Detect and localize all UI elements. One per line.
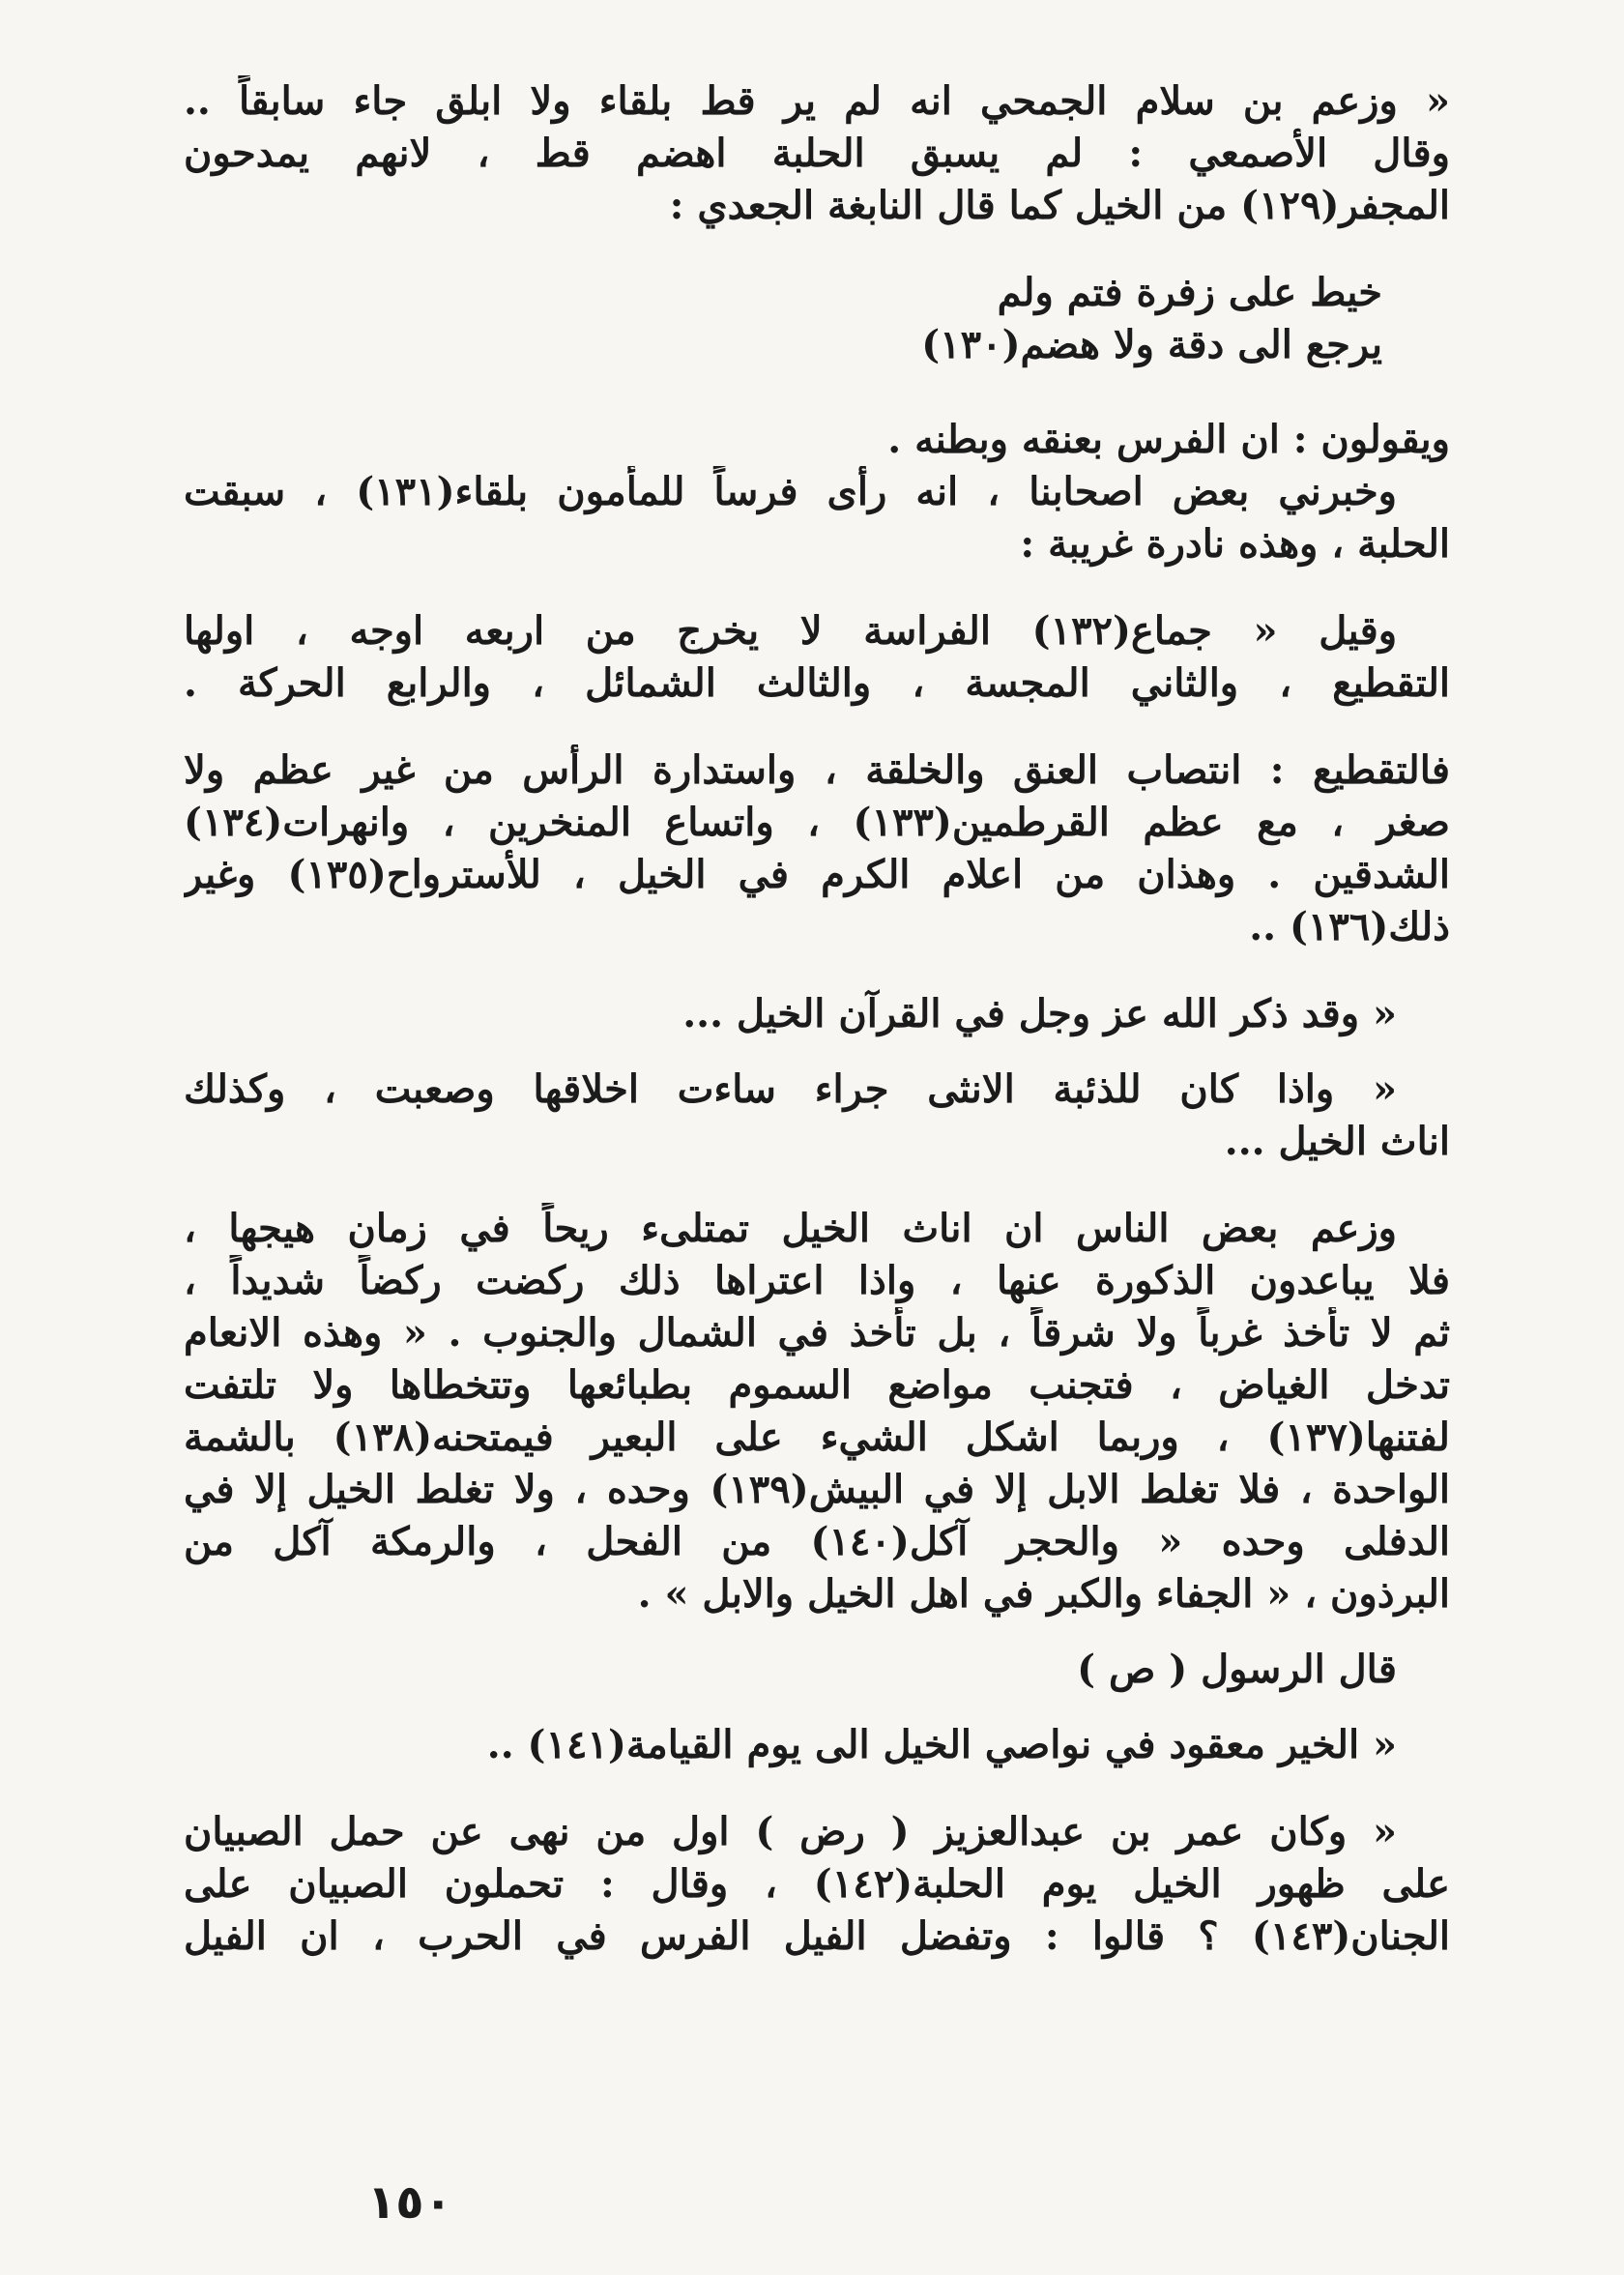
text-line: على ظهور الخيل يوم الحلبة(١٤٢) ، وقال : تحملون الصبيان على — [184, 1861, 1450, 1907]
text-line: البرذون ، « الجفاء والكبر في اهل الخيل والابل » . — [637, 1571, 1450, 1617]
text-line: الحلبة ، وهذه نادرة غريبة : — [1020, 521, 1450, 567]
text-line: الشدقين . وهذان من اعلام الكرم في الخيل ، للأسترواح(١٣٥) وغير — [184, 852, 1450, 897]
verse-line: يرجع الى دقة ولا هضم(١٣٠) — [921, 322, 1382, 367]
verse-line: خيط على زفرة فتم ولم — [997, 270, 1382, 315]
text-line: وزعم بعض الناس ان اناث الخيل تمتلىء ريحاً في زمان هيجها ، — [184, 1206, 1397, 1251]
text-line: « وقد ذكر الله عز وجل في القرآن الخيل ... — [682, 991, 1397, 1036]
text-line: التقطيع ، والثاني المجسة ، والثالث الشمائل ، والرابع الحركة . — [184, 660, 1450, 706]
text-line: ثم لا تأخذ غرباً ولا شرقاً ، بل تأخذ في الشمال والجنوب . « وهذه الانعام — [184, 1310, 1450, 1356]
text-line: المجفر(١٢٩) من الخيل كما قال النابغة الجعدي : — [669, 183, 1450, 228]
text-line: وخبرني بعض اصحابنا ، انه رأى فرساً للمأمون بلقاء(١٣١) ، سبقت — [184, 469, 1397, 514]
text-line: فالتقطيع : انتصاب العنق والخلقة ، واستدارة الرأس من غير عظم ولا — [184, 747, 1450, 793]
text-line: صغر ، مع عظم القرطمين(١٣٣) ، واتساع المنخرين ، وانهرات(١٣٤) — [184, 800, 1450, 845]
text-line: قال الرسول ( ص ) — [1077, 1647, 1397, 1692]
text-line: « وزعم بن سلام الجمحي انه لم ير قط بلقاء ولا ابلق جاء سابقاً .. — [184, 78, 1450, 124]
text-line: ويقولون : ان الفرس بعنقه وبطنه . — [887, 417, 1450, 462]
text-line: الجنان(١٤٣) ؟ قالوا : وتفضل الفيل الفرس في الحرب ، ان الفيل — [184, 1913, 1450, 1959]
text-line: الواحدة ، فلا تغلط الابل إلا في البيش(١٣٩) وحده ، ولا تغلط الخيل إلا في — [184, 1467, 1450, 1512]
text-line: تدخل الغياض ، فتجنب مواضع السموم بطبائعها وتتخطاها ولا تلتفت — [184, 1362, 1450, 1408]
text-line: « الخير معقود في نواصي الخيل الى يوم القيامة(١٤١) .. — [486, 1722, 1397, 1767]
body-text — [184, 75, 1450, 1963]
text-line: وقيل « جماع(١٣٢) الفراسة لا يخرج من اربعه اوجه ، اولها — [184, 608, 1398, 654]
text-line: اناث الخيل ... — [1224, 1119, 1450, 1164]
text-line: « واذا كان للذئبة الانثى جراء ساءت اخلاقها وصعبت ، وكذلك — [184, 1066, 1397, 1112]
text-line: فلا يباعدون الذكورة عنها ، واذا اعتراها ذلك ركضت ركضاً شديداً ، — [184, 1258, 1450, 1303]
text-line: لفتنها(١٣٧) ، وربما اشكل الشيء على البعير فيمتحنه(١٣٨) بالشمة — [184, 1415, 1450, 1460]
text-line: « وكان عمر بن عبدالعزيز ( رض ) اول من نهى عن حمل الصبيان — [184, 1809, 1397, 1854]
text-line: وقال الأصمعي : لم يسبق الحلبة اهضم قط ، لانهم يمدحون — [184, 131, 1450, 176]
text-line: الدفلى وحده « والحجر آكل(١٤٠) من الفحل ، والرمكة آكل من — [184, 1519, 1450, 1564]
page-number: ١٥٠ — [367, 2175, 452, 2230]
text-line: ذلك(١٣٦) .. — [1249, 904, 1450, 949]
